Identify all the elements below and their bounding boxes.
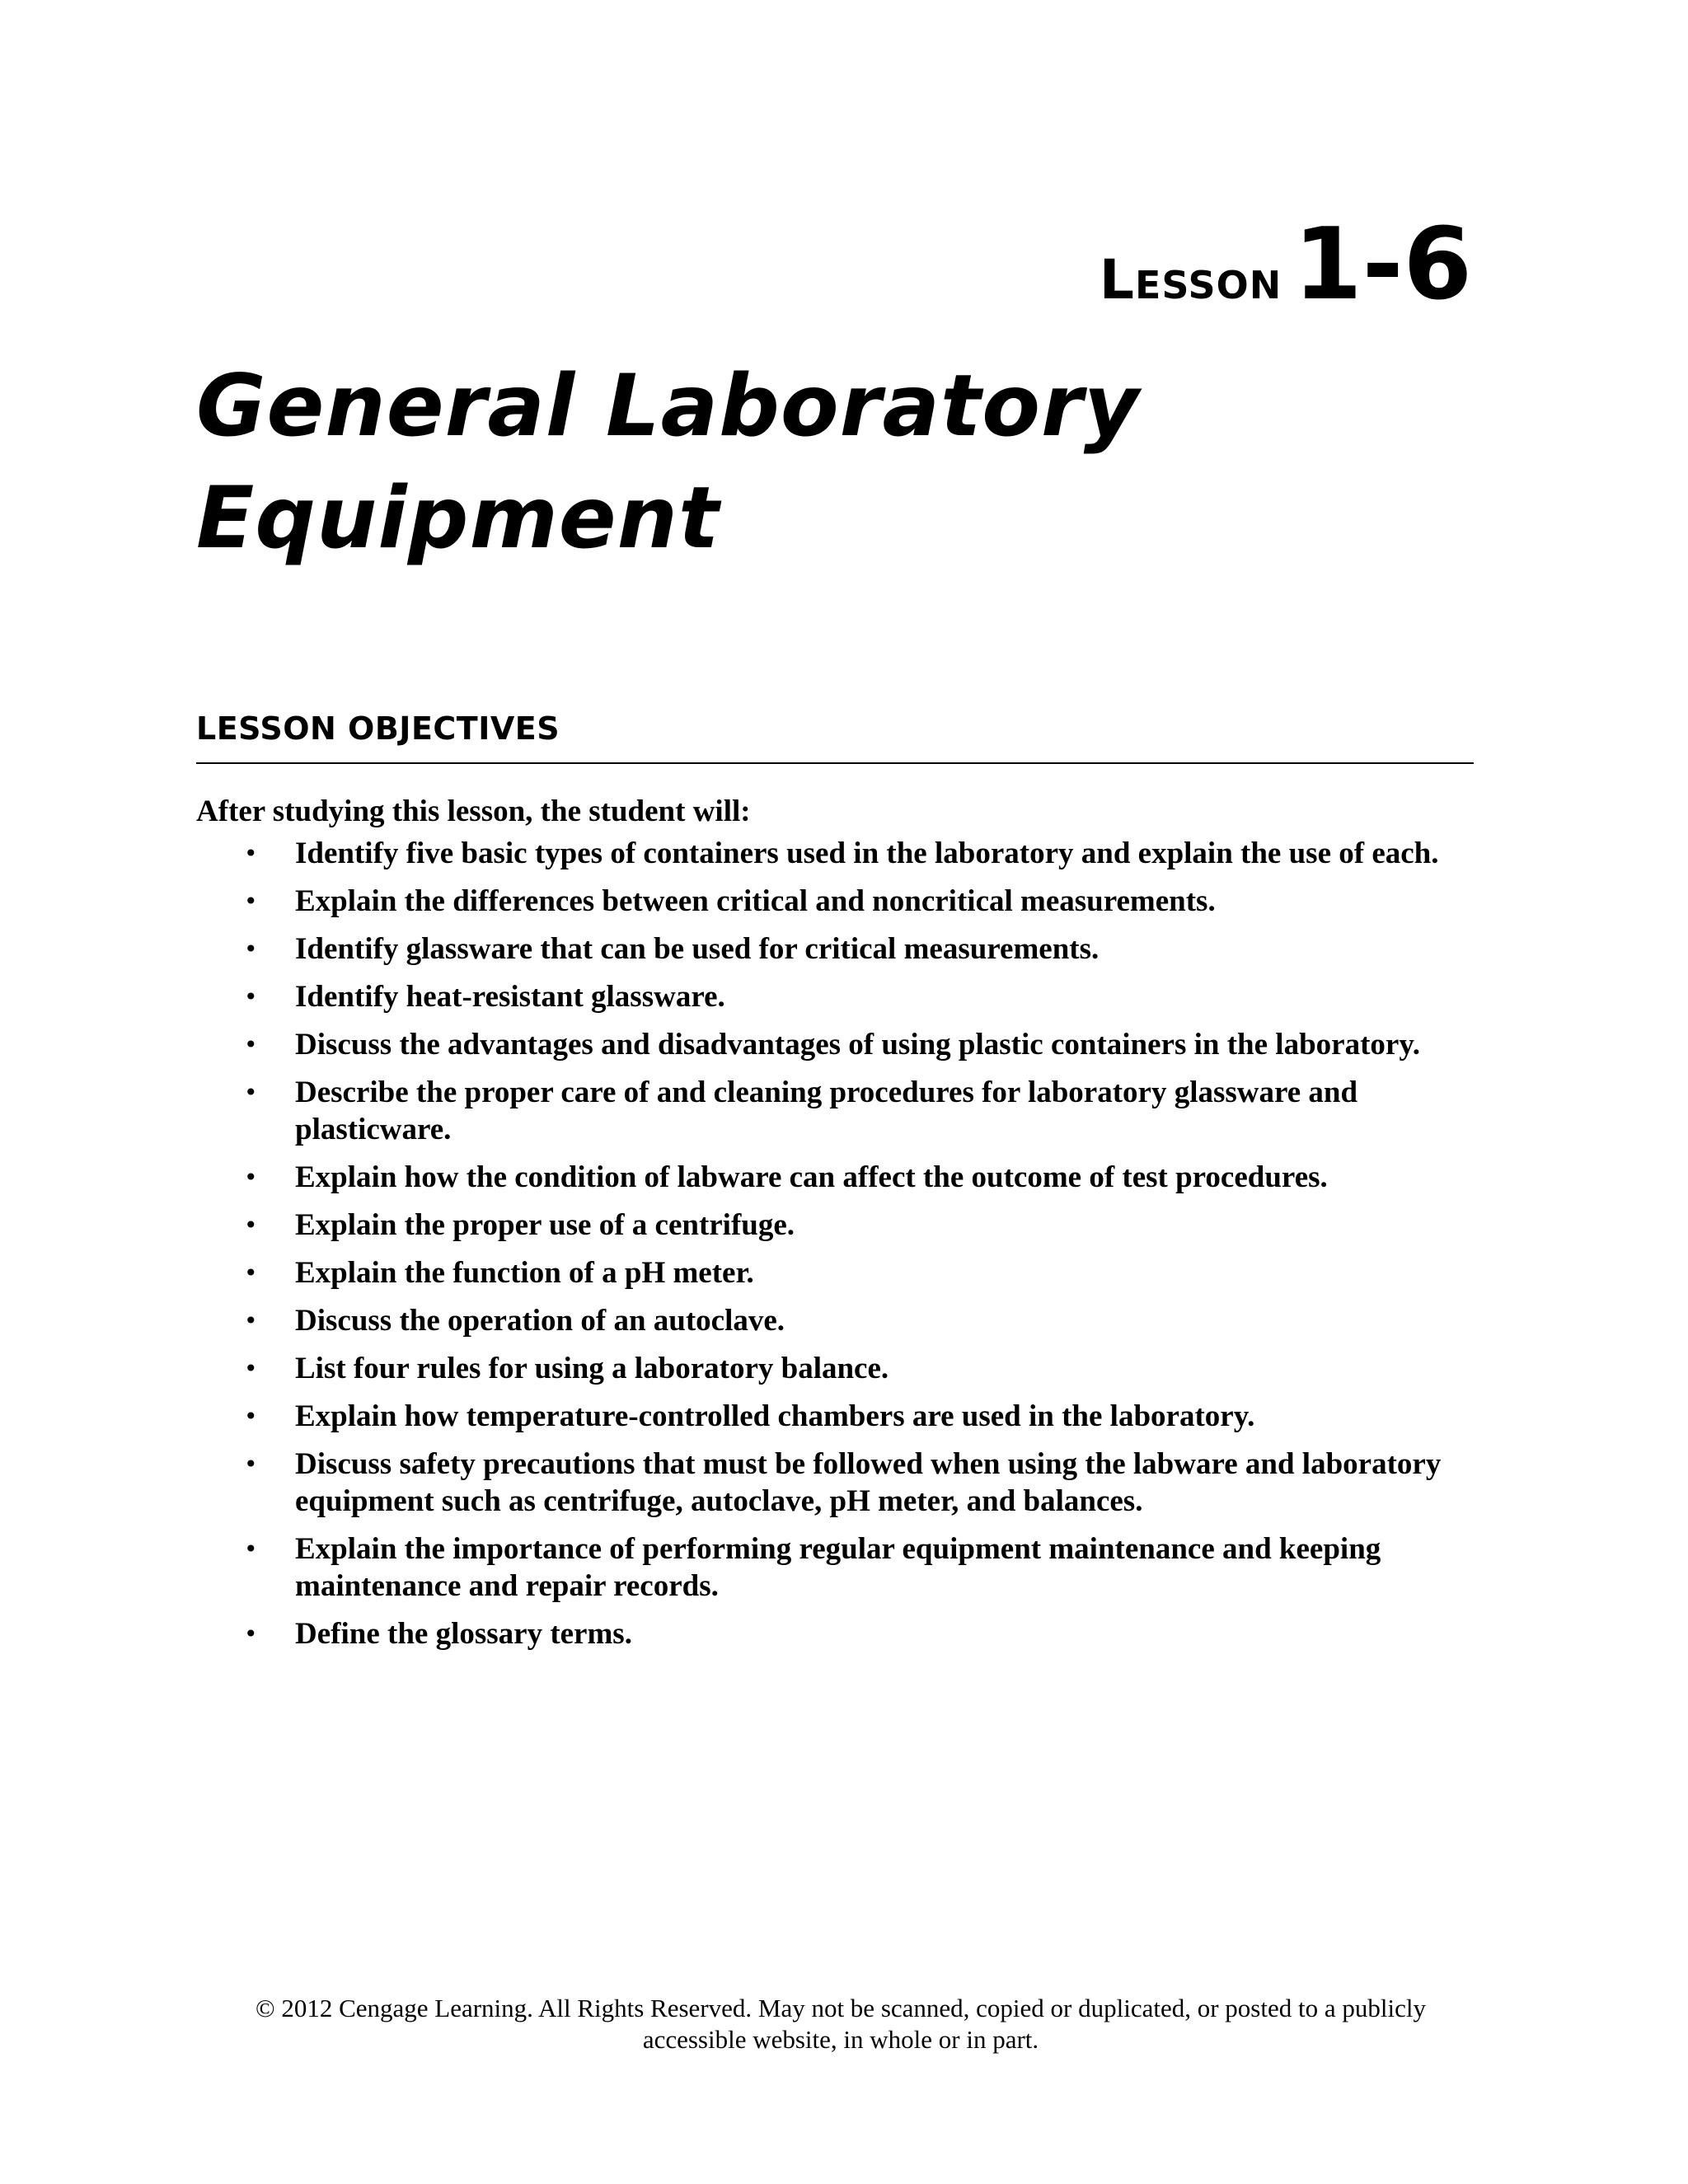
objective-text: Explain the proper use of a centrifuge. (295, 1208, 795, 1242)
objective-item (196, 1615, 1490, 1652)
objective-text: Describe the proper care of and cleaning procedures for laboratory glassware and plasticware. (295, 1076, 1358, 1146)
bullet-icon: • (244, 1403, 258, 1430)
objective-text: Explain the differences between critical and noncritical measurements. (295, 884, 1216, 918)
objective-item (196, 1207, 1490, 1244)
objectives-list (196, 835, 1490, 1652)
objective-text: List four rules for using a laboratory balance. (295, 1352, 889, 1385)
objective-text: Explain how temperature-controlled chambers are used in the laboratory. (295, 1399, 1255, 1433)
objective-item (196, 1254, 1490, 1291)
bullet-icon: • (244, 1451, 258, 1478)
objective-item (196, 1026, 1490, 1063)
page-title: General Laboratory Equipment (196, 357, 1140, 568)
bullet-icon: • (244, 935, 258, 963)
objective-item (196, 1350, 1490, 1387)
section-heading: LESSON OBJECTIVES (196, 710, 560, 747)
footer-line: © 2012 Cengage Learning. All Rights Reserved. May not be scanned, copied or duplicated, or posted to a publicly (256, 1994, 1426, 2022)
objective-text: Discuss safety precautions that must be followed when using the labware and laboratory equipment such as centrifuge, autoclave, pH meter, and balances. (295, 1447, 1442, 1518)
objective-item (196, 978, 1490, 1015)
bullet-icon: • (244, 1355, 258, 1382)
bullet-icon: • (244, 888, 258, 915)
bullet-icon: • (244, 1620, 258, 1647)
objective-text: Identify heat-resistant glassware. (295, 980, 725, 1014)
bullet-icon: • (244, 1212, 258, 1239)
bullet-icon: • (244, 1259, 258, 1286)
objective-text: Explain the importance of performing regular equipment maintenance and keeping maintenance and repair records. (295, 1532, 1381, 1603)
objective-item (196, 930, 1490, 968)
bullet-icon: • (244, 1535, 258, 1563)
bullet-icon: • (244, 840, 258, 867)
objectives-block (196, 793, 1490, 1663)
section-divider (196, 762, 1474, 764)
objective-text: Explain the function of a pH meter. (295, 1256, 754, 1290)
footer-line: accessible website, in whole or in part. (642, 2025, 1039, 2054)
objective-item (196, 883, 1490, 920)
objective-text: Explain how the condition of labware can affect the outcome of test procedures. (295, 1160, 1328, 1194)
copyright-footer (148, 1993, 1533, 2055)
objective-item (196, 1302, 1490, 1339)
objectives-intro: After studying this lesson, the student will: (196, 794, 751, 828)
objective-text: Discuss the operation of an autoclave. (295, 1304, 785, 1338)
lesson-word: Lesson (1099, 248, 1282, 312)
objective-text: Identify five basic types of containers used in the laboratory and explain the use of each. (295, 837, 1439, 870)
lesson-number: 1-6 (1293, 208, 1472, 322)
objective-text: Define the glossary terms. (295, 1617, 632, 1651)
objective-item (196, 835, 1490, 872)
bullet-icon: • (244, 983, 258, 1010)
bullet-icon: • (244, 1164, 258, 1191)
objective-text: Identify glassware that can be used for critical measurements. (295, 932, 1100, 966)
objective-item (196, 1398, 1490, 1435)
objective-item (196, 1159, 1490, 1196)
objective-item (196, 1530, 1490, 1605)
objective-item (196, 1446, 1490, 1520)
bullet-icon: • (244, 1031, 258, 1058)
bullet-icon: • (244, 1307, 258, 1334)
bullet-icon: • (244, 1079, 258, 1106)
objective-item (196, 1074, 1490, 1148)
objective-text: Discuss the advantages and disadvantages of using plastic containers in the laboratory. (295, 1028, 1421, 1062)
lesson-label (1099, 208, 1472, 322)
